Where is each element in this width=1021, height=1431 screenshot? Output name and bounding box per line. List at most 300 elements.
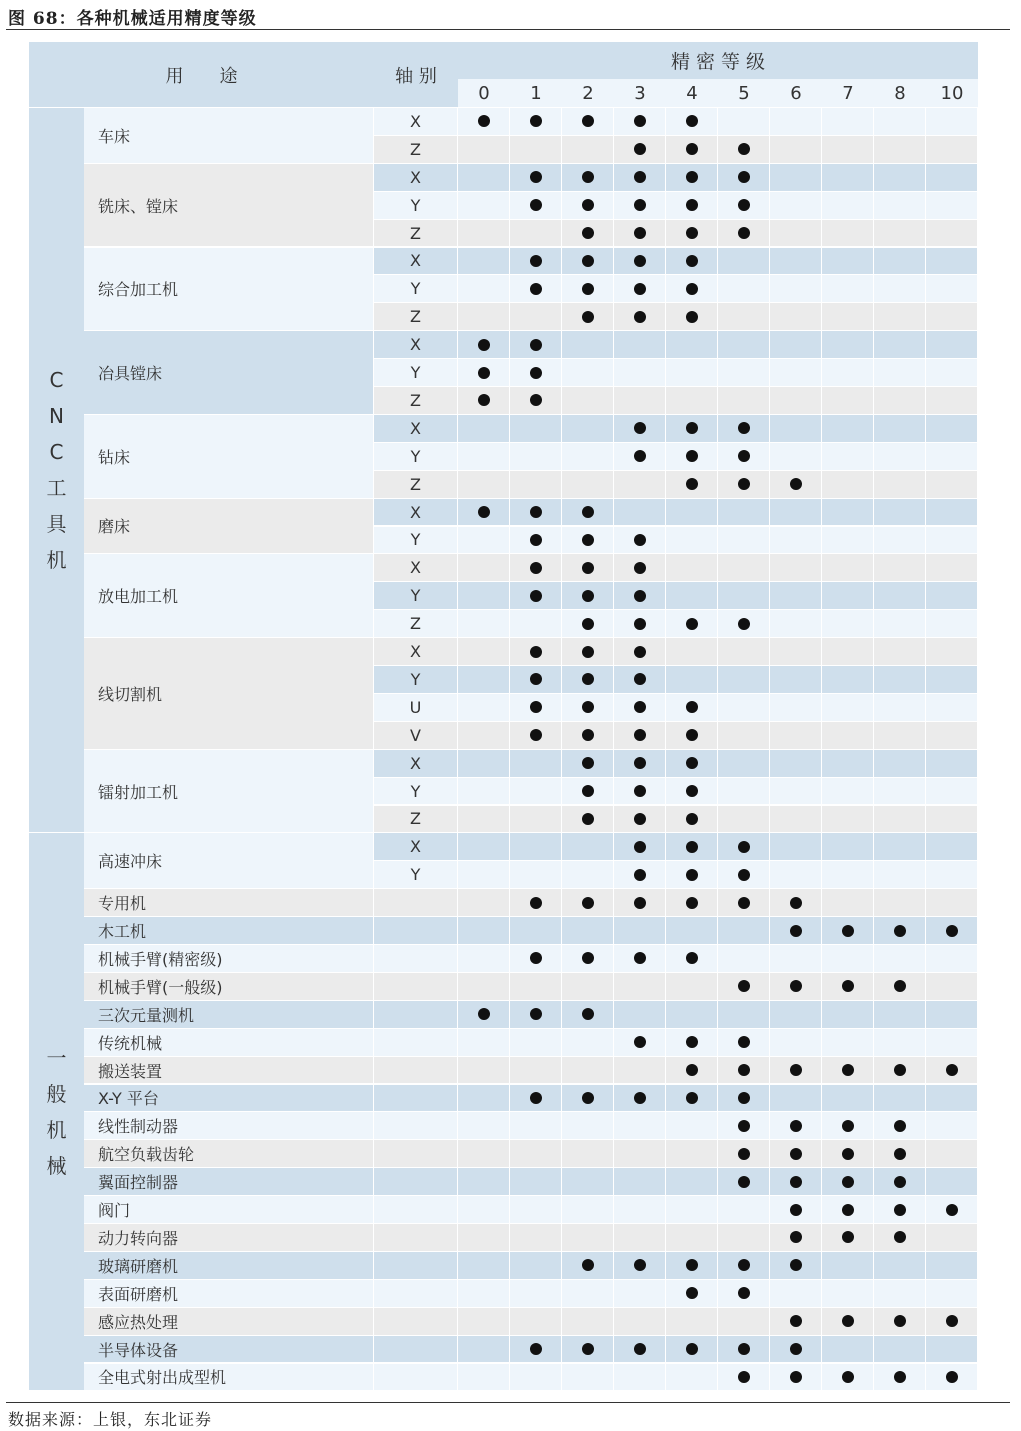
applicable-dot [738, 1287, 750, 1299]
grade-cell [926, 610, 977, 637]
grade-cell [822, 1168, 873, 1195]
grade-cell [718, 833, 769, 860]
applicable-dot [634, 227, 646, 239]
grade-cell [718, 275, 769, 302]
grade-cell [822, 722, 873, 749]
grade-cell [874, 722, 925, 749]
applicable-dot [582, 199, 594, 211]
grade-cell [718, 527, 769, 554]
grade-cell [614, 1029, 665, 1056]
grade-cell [562, 1280, 613, 1307]
grade-cell [666, 666, 717, 693]
machine-name: 玻璃研磨机 [84, 1252, 373, 1279]
applicable-dot [790, 1371, 802, 1383]
grade-cell [614, 359, 665, 386]
applicable-dot [530, 1092, 542, 1104]
machine-name: 三次元量测机 [84, 1001, 373, 1028]
grade-cell [874, 303, 925, 330]
grade-cell [822, 861, 873, 888]
grade-cell [458, 275, 509, 302]
grade-cell [770, 750, 821, 777]
applicable-dot [634, 618, 646, 630]
group-label-char: 机 [46, 548, 67, 573]
applicable-dot [582, 897, 594, 909]
grade-cell [770, 1057, 821, 1084]
grade-cell [770, 610, 821, 637]
applicable-dot [634, 311, 646, 323]
grade-cell [770, 1280, 821, 1307]
grade-cell [874, 554, 925, 581]
grade-cell [822, 1140, 873, 1167]
grade-cell [822, 471, 873, 498]
grade-cell [510, 722, 561, 749]
applicable-dot [842, 1371, 854, 1383]
grade-cell [510, 1112, 561, 1139]
grade-cell [510, 638, 561, 665]
grade-cell [718, 889, 769, 916]
grade-cell [718, 1280, 769, 1307]
applicable-dot [738, 422, 750, 434]
grade-cell [718, 220, 769, 247]
applicable-dot [738, 869, 750, 881]
applicable-dot [634, 590, 646, 602]
grade-cell [458, 554, 509, 581]
machine-name: 搬送装置 [84, 1057, 373, 1084]
applicable-dot [946, 925, 958, 937]
grade-cell [770, 108, 821, 135]
applicable-dot [790, 1204, 802, 1216]
grade-cell [770, 387, 821, 414]
machine-name: 综合加工机 [84, 248, 373, 331]
grade-cell [562, 917, 613, 944]
grade-cell [822, 833, 873, 860]
grade-cell [718, 331, 769, 358]
grade-cell [770, 694, 821, 721]
grade-cell [458, 1112, 509, 1139]
axis-cell: Y [374, 778, 457, 805]
grade-cell [666, 1168, 717, 1195]
grade-cell [874, 778, 925, 805]
grade-cell [614, 303, 665, 330]
applicable-dot [894, 925, 906, 937]
grade-cell [770, 527, 821, 554]
applicable-dot [686, 618, 698, 630]
grade-cell [770, 1336, 821, 1363]
grade-cell [614, 973, 665, 1000]
grade-cell [718, 1029, 769, 1056]
grade-cell [770, 861, 821, 888]
grade-cell [562, 1168, 613, 1195]
grade-cell [614, 248, 665, 275]
grade-cell [510, 1280, 561, 1307]
axis-cell: Z [374, 220, 457, 247]
grade-cell [822, 275, 873, 302]
applicable-dot [842, 1120, 854, 1132]
applicable-dot [946, 1315, 958, 1327]
grade-cell [718, 1057, 769, 1084]
grade-cell [718, 359, 769, 386]
grade-cell [458, 443, 509, 470]
axis-cell: Z [374, 303, 457, 330]
grade-cell [770, 778, 821, 805]
grade-cell [562, 108, 613, 135]
grade-cell [770, 1112, 821, 1139]
grade-cell [614, 917, 665, 944]
grade-cell [874, 833, 925, 860]
grade-cell [770, 1252, 821, 1279]
grade-cell [510, 1196, 561, 1223]
group-label-char: 具 [46, 512, 67, 537]
grade-cell [822, 303, 873, 330]
applicable-dot [530, 171, 542, 183]
applicable-dot [686, 1036, 698, 1048]
machine-name: X-Y 平台 [84, 1085, 373, 1112]
applicable-dot [634, 562, 646, 574]
grade-cell [822, 1112, 873, 1139]
grade-cell [614, 582, 665, 609]
applicable-dot [686, 701, 698, 713]
machine-name: 阀门 [84, 1196, 373, 1223]
grade-cell [926, 303, 977, 330]
grade-cell [822, 527, 873, 554]
grade-cell [510, 1029, 561, 1056]
grade-cell [926, 806, 977, 833]
grade-cell [666, 889, 717, 916]
applicable-dot [634, 255, 646, 267]
applicable-dot [530, 199, 542, 211]
grade-cell [666, 527, 717, 554]
grade-cell [458, 694, 509, 721]
grade-cell [510, 973, 561, 1000]
grade-cell [874, 694, 925, 721]
grade-cell [510, 806, 561, 833]
applicable-dot [686, 1287, 698, 1299]
grade-cell [874, 1336, 925, 1363]
grade-cell [614, 527, 665, 554]
grade-cell [926, 1336, 977, 1363]
grade-cell [874, 1140, 925, 1167]
applicable-dot [478, 1008, 490, 1020]
grade-cell [562, 1112, 613, 1139]
grade-cell [510, 192, 561, 219]
grade-cell [666, 833, 717, 860]
grade-cell [666, 220, 717, 247]
grade-cell [770, 443, 821, 470]
applicable-dot [634, 701, 646, 713]
group-label-char: C [49, 440, 64, 465]
applicable-dot [582, 171, 594, 183]
applicable-dot [738, 1371, 750, 1383]
grade-cell [562, 666, 613, 693]
applicable-dot [790, 478, 802, 490]
applicable-dot [530, 394, 542, 406]
grade-header-3: 3 [614, 79, 666, 107]
grade-cell [562, 582, 613, 609]
applicable-dot [634, 1343, 646, 1355]
grade-cell [562, 610, 613, 637]
applicable-dot [894, 1231, 906, 1243]
axis-cell [374, 1308, 457, 1335]
grade-cell [926, 582, 977, 609]
grade-cell [458, 220, 509, 247]
grade-cell [614, 331, 665, 358]
grade-cell [718, 582, 769, 609]
axis-cell: Y [374, 861, 457, 888]
grade-cell [822, 1224, 873, 1251]
grade-cell [510, 1057, 561, 1084]
grade-cell [770, 1085, 821, 1112]
grade-cell [666, 917, 717, 944]
grade-cell [614, 387, 665, 414]
group-label-char: 械 [46, 1153, 67, 1178]
applicable-dot [738, 450, 750, 462]
grade-cell [458, 1140, 509, 1167]
applicable-dot [582, 311, 594, 323]
grade-cell [458, 331, 509, 358]
grade-cell [614, 638, 665, 665]
grade-cell [666, 1336, 717, 1363]
grade-cell [926, 861, 977, 888]
grade-cell [562, 387, 613, 414]
applicable-dot [738, 227, 750, 239]
grade-cell [874, 889, 925, 916]
applicable-dot [842, 925, 854, 937]
applicable-dot [738, 897, 750, 909]
grade-cell [458, 1364, 509, 1391]
applicable-dot [842, 1148, 854, 1160]
grade-cell [458, 359, 509, 386]
grade-cell [666, 610, 717, 637]
grade-cell [718, 499, 769, 526]
grade-cell [666, 136, 717, 163]
applicable-dot [582, 1343, 594, 1355]
grade-cell [614, 1336, 665, 1363]
grade-cell [874, 359, 925, 386]
applicable-dot [790, 1148, 802, 1160]
grade-cell [458, 415, 509, 442]
grade-cell [458, 833, 509, 860]
grade-cell [458, 750, 509, 777]
applicable-dot [530, 590, 542, 602]
machine-name: 钻床 [84, 415, 373, 498]
grade-header-1: 1 [510, 79, 562, 107]
grade-cell [874, 806, 925, 833]
axis-cell: U [374, 694, 457, 721]
grade-cell [874, 1029, 925, 1056]
grade-cell [770, 917, 821, 944]
grade-cell [822, 1336, 873, 1363]
grade-cell [926, 638, 977, 665]
grade-cell [718, 1112, 769, 1139]
grade-cell [510, 582, 561, 609]
grade-cell [562, 471, 613, 498]
grade-cell [458, 499, 509, 526]
applicable-dot [634, 1036, 646, 1048]
grade-cell [718, 1168, 769, 1195]
axis-cell [374, 1280, 457, 1307]
grade-cell [562, 778, 613, 805]
axis-cell: Y [374, 275, 457, 302]
applicable-dot [738, 1343, 750, 1355]
axis-cell: Z [374, 610, 457, 637]
grade-cell [926, 415, 977, 442]
grade-cell [510, 359, 561, 386]
axis-cell: Z [374, 471, 457, 498]
grade-cell [510, 889, 561, 916]
applicable-dot [738, 1092, 750, 1104]
grade-cell [562, 722, 613, 749]
grade-cell [926, 945, 977, 972]
applicable-dot [686, 478, 698, 490]
grade-cell [822, 415, 873, 442]
grade-cell [874, 136, 925, 163]
axis-cell: Z [374, 136, 457, 163]
grade-cell [770, 554, 821, 581]
machine-name: 专用机 [84, 889, 373, 916]
grade-cell [770, 220, 821, 247]
applicable-dot [582, 729, 594, 741]
applicable-dot [686, 199, 698, 211]
grade-cell [458, 1168, 509, 1195]
grade-cell [822, 192, 873, 219]
grade-cell [614, 1252, 665, 1279]
applicable-dot [686, 311, 698, 323]
grade-cell [458, 1224, 509, 1251]
grade-cell [510, 750, 561, 777]
applicable-dot [686, 1259, 698, 1271]
grade-cell [562, 1364, 613, 1391]
grade-cell [822, 1029, 873, 1056]
grade-cell [874, 1308, 925, 1335]
grade-cell [926, 917, 977, 944]
grade-cell [458, 582, 509, 609]
axis-cell [374, 1252, 457, 1279]
grade-cell [614, 554, 665, 581]
applicable-dot [738, 171, 750, 183]
grade-cell [510, 610, 561, 637]
grade-cell [874, 248, 925, 275]
grade-header-6: 6 [770, 79, 822, 107]
grade-cell [822, 666, 873, 693]
applicable-dot [790, 1259, 802, 1271]
grade-cell [770, 889, 821, 916]
grade-cell [458, 1085, 509, 1112]
grade-cell [666, 359, 717, 386]
grade-cell [926, 1085, 977, 1112]
grade-cell [458, 1001, 509, 1028]
grade-cell [926, 136, 977, 163]
grade-cell [666, 1308, 717, 1335]
applicable-dot [582, 1008, 594, 1020]
grade-cell [666, 1252, 717, 1279]
grade-cell [822, 108, 873, 135]
grade-cell [874, 610, 925, 637]
grade-cell [874, 861, 925, 888]
grade-cell [718, 108, 769, 135]
grade-cell [874, 1196, 925, 1223]
grade-cell [510, 861, 561, 888]
grade-cell [770, 1364, 821, 1391]
applicable-dot [842, 980, 854, 992]
grade-cell [770, 499, 821, 526]
grade-cell [666, 638, 717, 665]
applicable-dot [686, 841, 698, 853]
grade-cell [458, 248, 509, 275]
group-label-char: 一 [46, 1045, 67, 1070]
machine-name: 铣床、镗床 [84, 164, 373, 247]
grade-header-0: 0 [458, 79, 510, 107]
machine-name: 半导体设备 [84, 1336, 373, 1363]
applicable-dot [738, 618, 750, 630]
grade-cell [614, 1308, 665, 1335]
machine-name: 车床 [84, 108, 373, 163]
grade-cell [562, 945, 613, 972]
applicable-dot [738, 1064, 750, 1076]
grade-cell [510, 833, 561, 860]
grade-cell [718, 722, 769, 749]
grade-cell [770, 248, 821, 275]
grade-cell [874, 1364, 925, 1391]
grade-cell [510, 694, 561, 721]
grade-cell [562, 638, 613, 665]
grade-cell [926, 1029, 977, 1056]
grade-cell [770, 1029, 821, 1056]
grade-cell [510, 1085, 561, 1112]
applicable-dot [946, 1064, 958, 1076]
grade-cell [614, 275, 665, 302]
machine-name: 机械手臂(一般级) [84, 973, 373, 1000]
group-label [29, 833, 84, 1390]
applicable-dot [790, 1315, 802, 1327]
applicable-dot [530, 283, 542, 295]
grade-cell [718, 471, 769, 498]
grade-cell [510, 136, 561, 163]
machine-name: 磨床 [84, 499, 373, 554]
grade-cell [562, 1308, 613, 1335]
grade-cell [510, 1308, 561, 1335]
grade-cell [562, 1196, 613, 1223]
grade-cell [614, 694, 665, 721]
grade-cell [874, 499, 925, 526]
grade-cell [458, 164, 509, 191]
group-label-char: C [49, 368, 64, 393]
grade-cell [770, 638, 821, 665]
applicable-dot [790, 925, 802, 937]
applicable-dot [790, 897, 802, 909]
grade-cell [562, 527, 613, 554]
grade-cell [822, 387, 873, 414]
axis-cell [374, 973, 457, 1000]
grade-cell [614, 889, 665, 916]
grade-cell [510, 415, 561, 442]
grade-cell [614, 722, 665, 749]
grade-cell [614, 806, 665, 833]
axis-header: 轴 别 [374, 42, 458, 107]
applicable-dot [842, 1064, 854, 1076]
grade-cell [770, 359, 821, 386]
grade-cell [666, 1224, 717, 1251]
grade-cell [926, 359, 977, 386]
grade-cell [666, 1029, 717, 1056]
applicable-dot [842, 1204, 854, 1216]
grade-cell [666, 331, 717, 358]
grade-cell [718, 1224, 769, 1251]
grade-cell [770, 722, 821, 749]
grade-cell [718, 1308, 769, 1335]
grade-cell [874, 443, 925, 470]
applicable-dot [738, 143, 750, 155]
grade-cell [822, 750, 873, 777]
